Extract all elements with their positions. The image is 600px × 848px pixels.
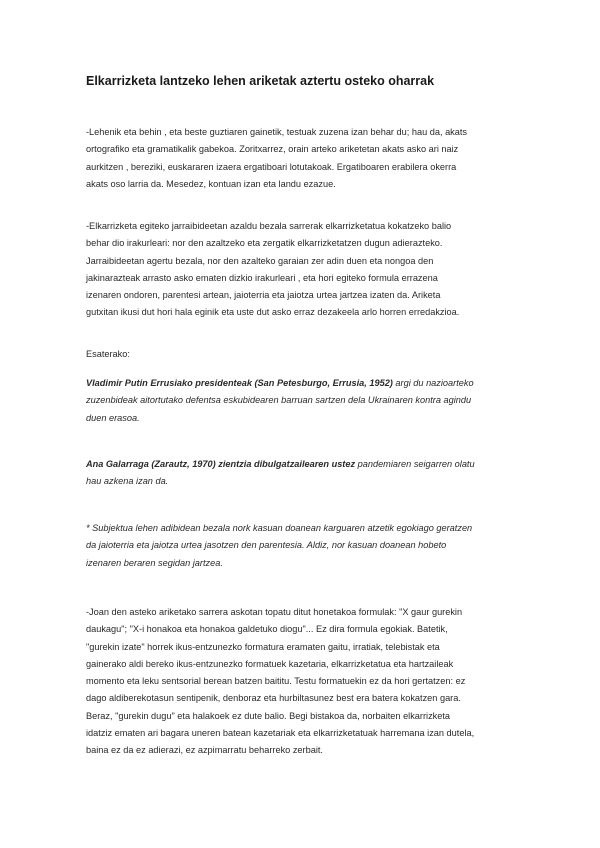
text-line: Esaterako: [86, 349, 130, 359]
text-line: Jarraibideetan agertu bezala, nor den azalteko garaian zer adin duen eta nongoa den [86, 255, 434, 266]
text-line: duen erasoa. [86, 412, 140, 423]
example-bold-lead: Ana Galarraga (Zarautz, 1970) zientzia dibulgatzailearen ustez [86, 459, 356, 469]
text-line: momento eta leku sentsorial berean batzen baititu. Testu formatuekin ez da hori gertatzen: ez [86, 676, 466, 687]
example-rest: pandemiaren seigarren olatu [355, 459, 475, 469]
text-line: zuzenbideak aitortutako defentsa eskubidearen barruan sartzen dela Ukrainaren kontra agindu [86, 395, 472, 406]
text-line: akats oso larria da. Mesedez, kontuan izan eta landu ezazue. [86, 178, 336, 189]
example-label [86, 346, 516, 363]
paragraph-introduction-guidelines [86, 218, 516, 322]
text-line: jakinarazteak arrasto asko ematen dizkio irakurleari , eta hori egiteko formula errazena [86, 272, 438, 283]
example-bold-lead: Vladimir Putin Errusiako presidenteak (San Petesburgo, Errusia, 1952) [86, 378, 393, 388]
text-line: -Elkarrizketa egiteko jarraibideetan azaldu bezala sarrerak elkarrizketatua kokatzeko balio [86, 221, 452, 231]
text-line: Beraz, "gurekin dugu" eta halakoek ez dute balio. Begi bistakoa da, norbaiten elkarrizketa [86, 710, 451, 721]
text-line: gainerako aldi bereko ikus-entzunezko formatuek kazetaria, elkarrizketatua eta hartzaileak [86, 658, 454, 669]
text-line: idatziz ematen ari bagara uneren batean kazetariak eta elkarrizketatuak harremana izan dutela, [86, 728, 475, 739]
note-paragraph [86, 520, 516, 572]
paragraph-formulas [86, 604, 516, 760]
text-line: dago aldiberekotasun sentipenik, denboraz eta hurbiltasunez best era batera kokatzen gara. [86, 693, 461, 704]
text-line: daukagu"; "X-i honakoa eta honakoa galdetuko diogu"... Ez dira formula egokiak. Batetik, [86, 624, 448, 635]
text-line: -Joan den asteko ariketako sarrera askotan topatu ditut honetakoa formulak: "X gaur gurekin [86, 607, 463, 617]
text-line: izenaren ondoren, parentesi artean, jaioterria eta jaiotza urtea jartzea izaten da. Ariketa [86, 290, 441, 301]
page-title: Elkarrizketa lantzeko lehen ariketak aztertu osteko oharrak [86, 74, 435, 88]
text-line: * Subjektua lehen adibidean bezala nork kasuan doanean karguaren atzetik egokiago geratzen [86, 523, 473, 533]
text-line: ortografiko eta gramatikalik gabekoa. Zoritxarrez, orain arteko ariketetan akats asko ari naiz [86, 144, 459, 155]
text-line: -Lehenik eta behin , eta beste guztiaren gainetik, testuak zuzena izan behar du; hau da, akats [86, 127, 468, 137]
example-galarraga [86, 456, 516, 491]
text-line: baina ez da ez adierazi, ez azpimarratu beharreko zerbait. [86, 745, 323, 756]
text-line: da jaioterria eta jaiotza urtea jasotzen den parentesia. Aldiz, nor kasuan doanean hobeto [86, 540, 447, 551]
paragraph-spelling-grammar [86, 124, 516, 193]
text-line: izenaren beraren segidan jartzea. [86, 557, 223, 568]
text-line [86, 375, 516, 392]
text-line: "gurekin izate" horrek ikus-entzunezko formatura eramaten gaitu, irratiak, telebistak eta [86, 641, 440, 652]
text-line: behar dio irakurleari: nor den azaltzeko eta zergatik elkarrizketatzen dugun adierazteko. [86, 238, 443, 249]
text-line: aurkitzen , bereziki, euskararen izaera ergatiboari lotutakoak. Ergatiboaren erabilera okerra [86, 161, 457, 172]
text-line: gutxitan ikusi dut hori hala eginik eta uste dut asko erraz dezakeela arlo horren erredakzioa. [86, 307, 460, 318]
example-rest: argi du nazioarteko [392, 378, 474, 388]
text-line: hau azkena izan da. [86, 476, 169, 487]
example-putin [86, 375, 516, 427]
text-line [86, 456, 516, 473]
